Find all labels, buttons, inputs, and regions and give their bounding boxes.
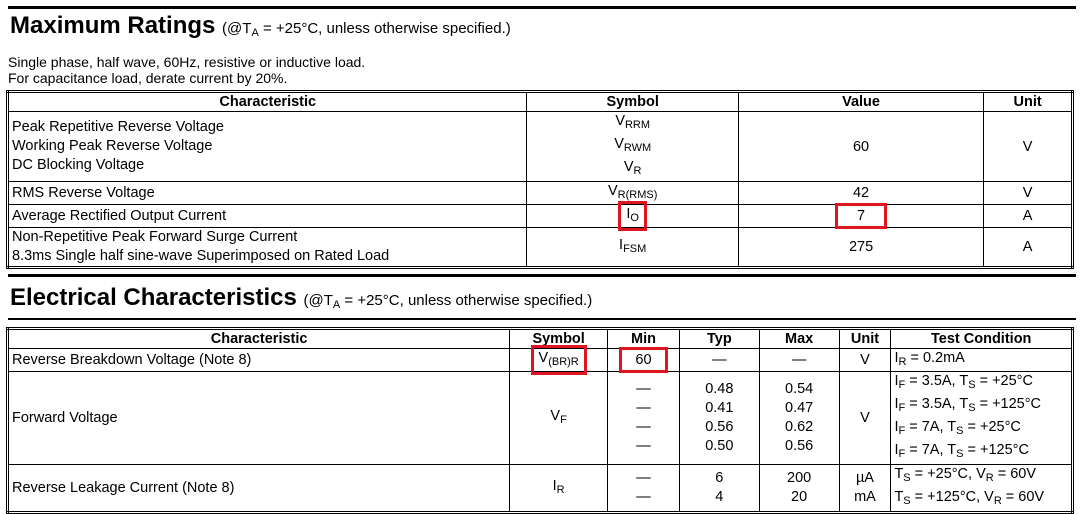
highlight-box: 60 (623, 351, 663, 369)
note-load: Single phase, half wave, 60Hz, resistive or inductive load. (8, 54, 366, 70)
electrical-table (6, 327, 1074, 514)
col-characteristic: Characteristic (8, 92, 527, 112)
table-header-row (8, 92, 1073, 112)
col-max: Max (759, 329, 839, 349)
cell-unit: V (984, 112, 1073, 182)
cell-characteristic: Average Rectified Output Current (8, 205, 527, 228)
cell-symbol: $V_{R(RMS)}$ (527, 182, 738, 205)
top-rule (8, 6, 1076, 9)
col-symbol: Symbol (510, 329, 608, 349)
cell-test-condition: $T_S = +25^\circ C$, $V_R = 60V$ $T_S = +125^\circ C$, $V_R = 60V$ (891, 465, 1073, 513)
cell-typ: 0.48 0.41 0.56 0.50 (679, 372, 759, 465)
cell-min (608, 349, 680, 372)
table-row (8, 205, 1073, 228)
highlight-box: $I_O$ (622, 205, 643, 227)
table-header-row (8, 329, 1073, 349)
cell-symbol (527, 205, 738, 228)
cell-characteristic: Peak Repetitive Reverse Voltage Working Peak Reverse Voltage DC Blocking Voltage (8, 112, 527, 182)
max-ratings-title: Maximum Ratings ($@T_A = +25^\circ C$, unless otherwise specified.) (10, 12, 511, 39)
cell-symbol: $I_R$ (510, 465, 608, 513)
col-test-condition: Test Condition (891, 329, 1073, 349)
cell-characteristic: Forward Voltage (8, 372, 510, 465)
highlight-box: 7 (839, 207, 883, 225)
cell-max: 0.54 0.47 0.62 0.56 (759, 372, 839, 465)
electrical-rule (8, 318, 1076, 320)
cell-value (738, 205, 983, 228)
cell-unit: V (984, 182, 1073, 205)
cell-characteristic: Reverse Breakdown Voltage (Note 8) (8, 349, 510, 372)
cell-symbol: $V_{RRM}$ $V_{RWM}$ $V_R$ (527, 112, 738, 182)
cell-typ: — (679, 349, 759, 372)
highlight-box: $V_{(BR)R}$ (535, 349, 583, 371)
note-capacitance: For capacitance load, derate current by 20%. (8, 70, 288, 86)
cell-unit: A (984, 205, 1073, 228)
cell-min: — — — — (608, 372, 680, 465)
cell-characteristic: Reverse Leakage Current (Note 8) (8, 465, 510, 513)
cell-test-condition: $I_R = 0.2mA$ (891, 349, 1073, 372)
cell-min: — — (608, 465, 680, 513)
table-row (8, 465, 1073, 513)
col-symbol: Symbol (527, 92, 738, 112)
cell-unit: V (839, 349, 891, 372)
cell-value: 275 (738, 228, 983, 268)
cell-max: 200 20 (759, 465, 839, 513)
cell-unit: V (839, 372, 891, 465)
table-row (8, 228, 1073, 268)
cell-unit: A (984, 228, 1073, 268)
cell-unit: µA mA (839, 465, 891, 513)
cell-characteristic: Non-Repetitive Peak Forward Surge Current 8.3ms Single half sine-wave Superimposed on Rated Load (8, 228, 527, 268)
max-ratings-table (6, 90, 1074, 269)
col-unit: Unit (839, 329, 891, 349)
middle-rule (8, 274, 1076, 277)
table-row (8, 112, 1073, 182)
cell-typ: 6 4 (679, 465, 759, 513)
table-row (8, 372, 1073, 465)
col-value: Value (738, 92, 983, 112)
cell-value: 60 (738, 112, 983, 182)
col-min: Min (608, 329, 680, 349)
cell-symbol (510, 349, 608, 372)
cell-max: — (759, 349, 839, 372)
electrical-title: Electrical Characteristics ($@T_A = +25^\circ C$, unless otherwise specified.) (10, 284, 593, 311)
cell-value: 42 (738, 182, 983, 205)
col-typ: Typ (679, 329, 759, 349)
col-unit: Unit (984, 92, 1073, 112)
cell-symbol: $I_{FSM}$ (527, 228, 738, 268)
cell-characteristic: RMS Reverse Voltage (8, 182, 527, 205)
col-characteristic: Characteristic (8, 329, 510, 349)
table-row (8, 182, 1073, 205)
cell-test-condition: $I_F = 3.5A$, $T_S = +25^\circ C$ $I_F = 3.5A$, $T_S = +125^\circ C$ $I_F = 7A$, $T_S = +25^\circ C$ $I_F = 7A$, $T_S = +125^\circ C$ (891, 372, 1073, 465)
table-row (8, 349, 1073, 372)
cell-symbol: $V_F$ (510, 372, 608, 465)
